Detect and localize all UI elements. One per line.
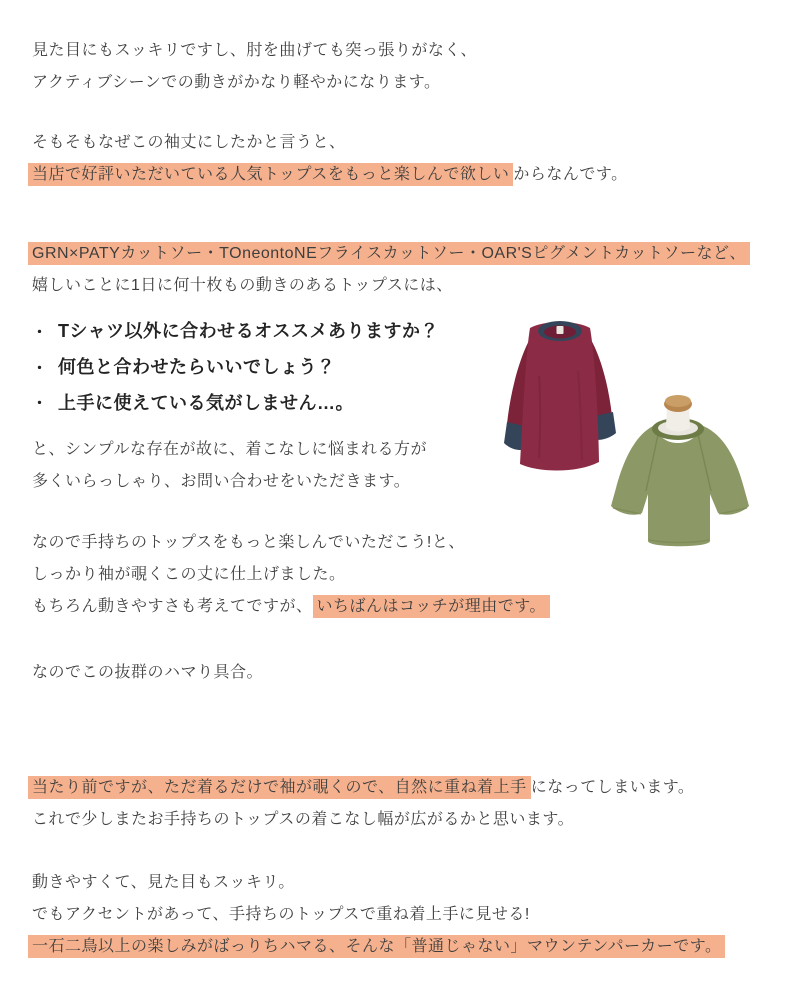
text-line — [32, 127, 628, 159]
text-line — [32, 270, 750, 302]
text-line — [32, 559, 550, 591]
garment-body — [611, 425, 749, 546]
body-text: これで少しまたお手持ちのトップスの着こなし幅が広がるかと思います。 — [32, 811, 575, 828]
shirt-body — [520, 322, 599, 471]
bullet-text: 上手に使えている気がしません…。 — [58, 392, 354, 413]
text-line — [32, 931, 725, 963]
wood-cap-top — [665, 395, 691, 407]
list-item — [32, 386, 439, 422]
text-line — [32, 527, 550, 559]
list-item — [32, 350, 439, 386]
highlighted-text: GRN×PATYカットソー・TOneontoNEフライスカットソー・OAR'Sピグメントカットソーなど、 — [28, 242, 750, 265]
body-text: アクティブシーンでの動きがかなり軽やかになります。 — [32, 74, 441, 91]
body-text: になってしまいます。 — [530, 779, 695, 796]
paragraph-fit — [32, 657, 263, 689]
body-text: でもアクセントがあって、手持ちのトップスで重ね着上手に見せる! — [32, 906, 530, 923]
bullet-icon: ・ — [32, 395, 48, 413]
body-text: と、シンプルな存在が故に、着こなしに悩まれる方が — [32, 441, 427, 458]
text-line — [32, 67, 477, 99]
body-text: 見た目にもスッキリですし、肘を曲げても突っ張りがなく、 — [32, 42, 478, 59]
text-line — [32, 772, 694, 804]
highlighted-text: 当店で好評いただいている人気トップスをもっと楽しんで欲しい — [28, 163, 513, 186]
highlighted-text: 一石二鳥以上の楽しみがばっりちハマる、そんな「普通じゃない」マウンテンパーカーです。 — [28, 935, 725, 958]
paragraph-conclusion — [32, 867, 725, 963]
fold-line — [539, 376, 540, 458]
body-text: なので手持ちのトップスをもっと楽しんでいただこう!と、 — [32, 534, 465, 551]
text-line — [32, 238, 750, 270]
text-line — [32, 899, 725, 931]
text-line — [32, 434, 427, 466]
product-photo-burgundy-tee — [498, 316, 622, 480]
paragraph-products — [32, 238, 750, 302]
bullet-icon: ・ — [32, 323, 48, 341]
text-line — [32, 591, 550, 623]
bullet-icon: ・ — [32, 359, 48, 377]
list-item — [32, 314, 439, 350]
highlighted-text: 当たり前ですが、ただ着るだけで袖が覗くので、自然に重ね着上手 — [28, 776, 531, 799]
paragraph-intro — [32, 35, 477, 99]
body-text: もちろん動きやすさも考えてですが、 — [32, 598, 313, 615]
paragraph-design-intent — [32, 527, 550, 623]
body-text: 嬉しいことに1日に何十枚もの動きのあるトップスには、 — [32, 277, 453, 294]
paragraph-inquiries — [32, 434, 427, 498]
body-text: 動きやすくて、見た目もスッキリ。 — [32, 874, 295, 891]
body-text: そもそもなぜこの袖丈にしたかと言うと、 — [32, 134, 346, 151]
body-text: 多くいらっしゃり、お問い合わせをいただきます。 — [32, 473, 411, 490]
text-line — [32, 35, 477, 67]
burgundy-tee-illustration — [498, 316, 622, 480]
text-line — [32, 804, 694, 836]
olive-tee-illustration — [606, 392, 754, 556]
customer-questions-list — [32, 314, 439, 421]
paragraph-layering — [32, 772, 694, 836]
text-line — [32, 466, 427, 498]
paragraph-reason — [32, 127, 628, 191]
product-photo-olive-tee — [606, 392, 754, 556]
collar-tag — [557, 326, 564, 334]
highlighted-text: いちばんはコッチが理由です。 — [313, 595, 550, 618]
bullet-text: Tシャツ以外に合わせるオススメありますか？ — [58, 321, 439, 341]
text-line — [32, 159, 628, 191]
body-text: しっかり袖が覗くこの丈に仕上げました。 — [32, 566, 346, 583]
body-text: なのでこの抜群のハマり具合。 — [32, 664, 264, 681]
text-line — [32, 657, 263, 689]
text-line — [32, 867, 725, 899]
body-text: からなんです。 — [513, 166, 628, 183]
bullet-text: 何色と合わせたらいいでしょう？ — [58, 356, 336, 377]
